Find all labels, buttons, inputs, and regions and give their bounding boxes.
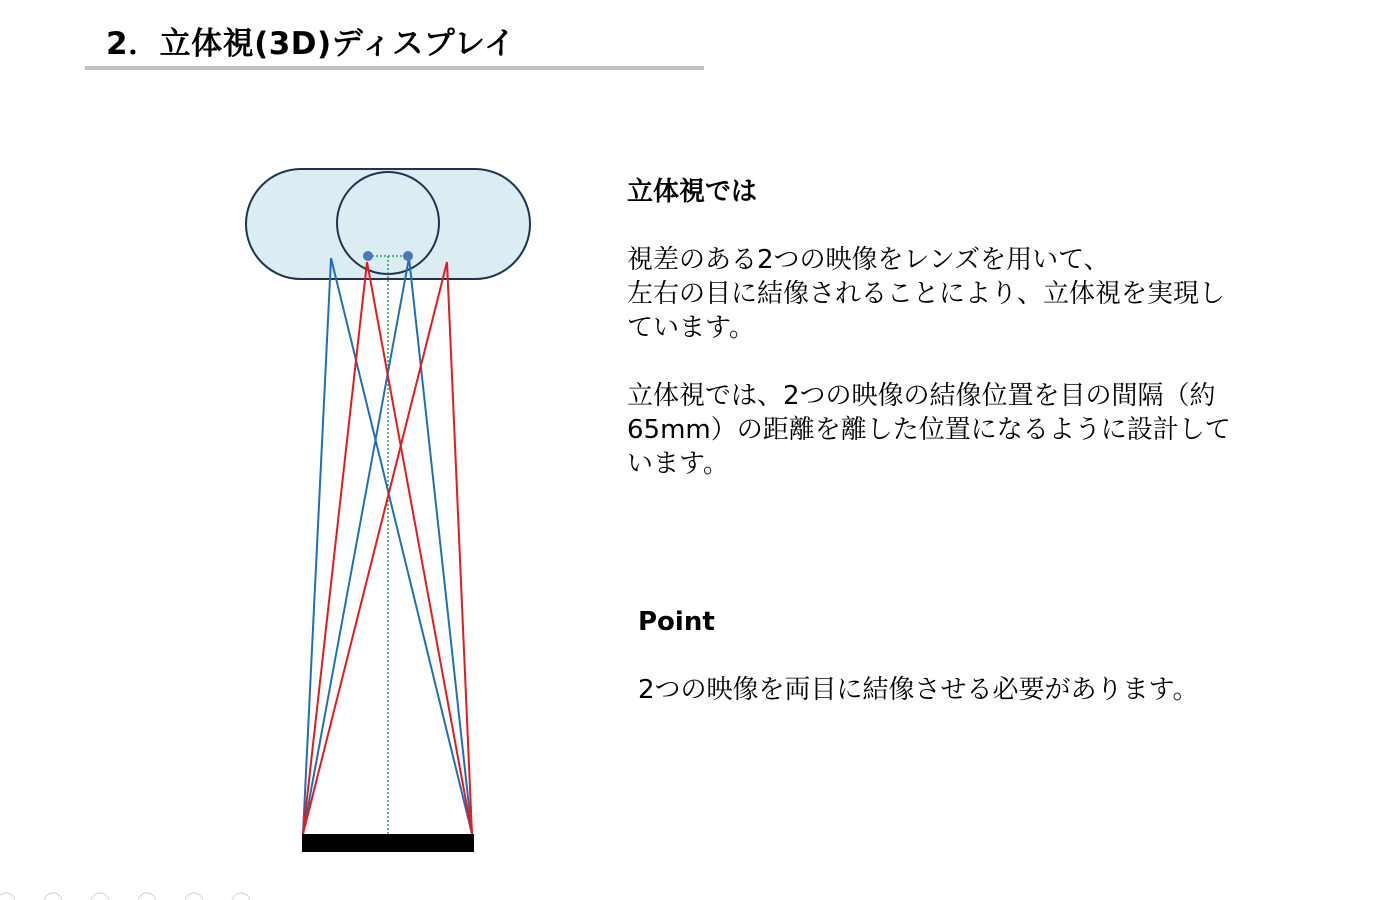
- left-eye: [363, 251, 373, 261]
- description-block: [627, 175, 1287, 515]
- footer-dot: [91, 893, 109, 900]
- footer-dot: [0, 893, 15, 900]
- blue-ray: [303, 258, 409, 834]
- footer-dot: [44, 893, 62, 900]
- paragraph-2-line: 65mm）の距離を離した位置になるように設計して: [627, 415, 1231, 445]
- paragraph-1-line: 左右の目に結像されることにより、立体視を実現し: [627, 279, 1226, 309]
- paragraph-1-line: 視差のある2つの映像をレンズを用いて、: [627, 245, 1110, 275]
- footer-dot: [185, 893, 203, 900]
- point-block: [638, 605, 1298, 707]
- footer-dot: [138, 893, 156, 900]
- slide-footer-decoration: [0, 892, 300, 900]
- footer-dot: [232, 893, 250, 900]
- point-heading: Point: [638, 607, 715, 637]
- blue-ray: [303, 258, 331, 834]
- slide-title: 2．立体視(3D)ディスプレイ: [106, 26, 516, 62]
- paragraph-2-line: 立体視では、2つの映像の結像位置を目の間隔（約: [627, 381, 1216, 411]
- red-ray: [303, 262, 367, 834]
- description-heading: 立体視では: [627, 177, 758, 207]
- point-text: 2つの映像を両目に結像させる必要があります。: [638, 675, 1199, 705]
- viewer-face-circle: [337, 172, 439, 274]
- description-paragraph-2: [627, 379, 1287, 481]
- paragraph-2-line: います。: [627, 449, 729, 479]
- right-eye: [403, 251, 413, 261]
- paragraph-1-line: ています。: [627, 313, 755, 343]
- display-panel: [302, 834, 474, 852]
- red-ray: [303, 262, 447, 834]
- description-paragraph-1: [627, 243, 1287, 345]
